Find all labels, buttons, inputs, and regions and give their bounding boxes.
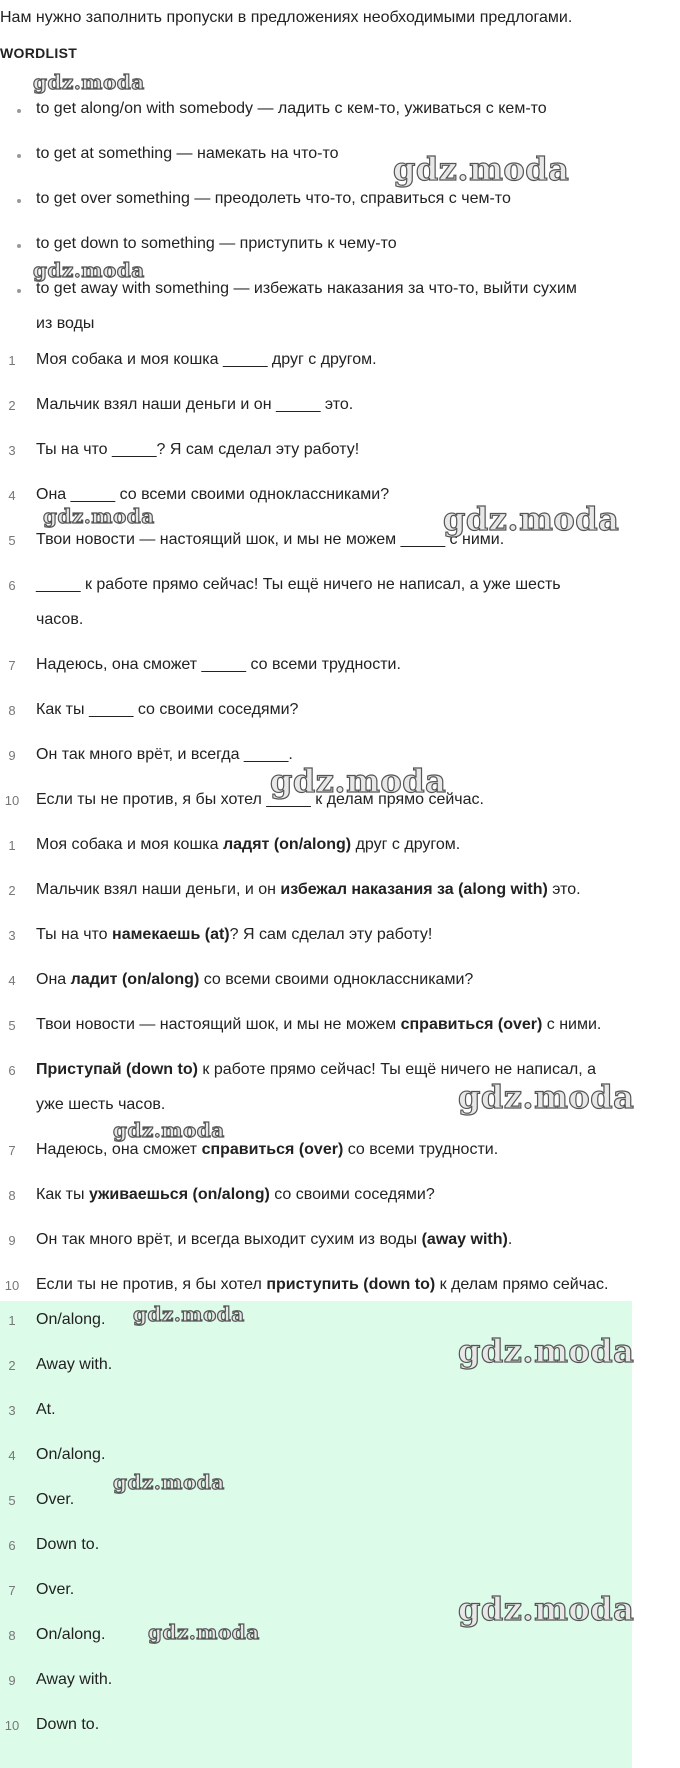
watermark-logo: gdz.moda xyxy=(458,1590,635,1628)
item-number: 7 xyxy=(8,1143,16,1158)
answer-full-text xyxy=(36,1015,601,1035)
item-number: 7 xyxy=(8,658,16,673)
item-number: 10 xyxy=(4,793,20,808)
item-number: 8 xyxy=(8,703,16,718)
exercise-text: Он так много врёт, и всегда _____. xyxy=(36,746,293,763)
bullet-icon xyxy=(17,109,21,113)
item-number: 1 xyxy=(8,353,16,368)
answer-short-text: At. xyxy=(36,1401,56,1418)
wordlist-title: WORDLIST xyxy=(0,45,78,61)
answer-full-item xyxy=(0,1015,680,1035)
item-number: 7 xyxy=(8,1583,16,1598)
item-number: 10 xyxy=(4,1718,20,1733)
exercise-text: Мальчик взял наши деньги и он _____ это. xyxy=(36,396,354,413)
wordlist-item xyxy=(0,99,680,119)
item-number: 3 xyxy=(8,443,16,458)
answer-text-bold: (away with) xyxy=(421,1231,508,1248)
answer-full-item xyxy=(0,1230,680,1250)
answer-short-item xyxy=(0,1625,632,1645)
answer-short-text: Down to. xyxy=(36,1536,100,1553)
exercise-text: Она _____ со всеми своими одноклассниками? xyxy=(36,486,390,503)
answer-text-plain: это. xyxy=(547,881,581,898)
watermark-logo: gdz.moda xyxy=(393,150,570,188)
answer-text-plain: со всеми своими одноклассниками? xyxy=(199,971,474,988)
exercise-text: Как ты _____ со своими соседями? xyxy=(36,701,299,718)
exercise-item xyxy=(0,655,680,675)
answer-full-text xyxy=(36,835,460,855)
watermark-logo: gdz.moda xyxy=(458,1332,635,1370)
item-number: 9 xyxy=(8,1673,16,1688)
answer-short-item xyxy=(0,1535,632,1555)
answer-full-text xyxy=(36,970,473,990)
intro-text: Нам нужно заполнить пропуски в предложениях необходимыми предлогами. xyxy=(0,9,573,26)
answer-full-text xyxy=(36,1230,512,1250)
exercise-item xyxy=(0,440,680,460)
answer-full-item xyxy=(0,970,680,990)
item-number: 1 xyxy=(8,1313,16,1328)
watermark-logo: gdz.moda xyxy=(33,70,145,94)
answer-short-text: Over. xyxy=(36,1581,75,1598)
exercise-text: Твои новости — настоящий шок, и мы не можем _____ с ними. xyxy=(36,531,505,548)
item-number: 6 xyxy=(8,578,16,593)
exercise-text: Моя собака и моя кошка _____ друг с другом. xyxy=(36,351,377,368)
exercise-item xyxy=(0,790,680,810)
item-number: 2 xyxy=(8,1358,16,1373)
answer-text-plain: к делам прямо сейчас. xyxy=(435,1276,609,1293)
answer-full-item xyxy=(0,1185,680,1205)
bullet-icon xyxy=(17,289,21,293)
wordlist-text: to get over something — преодолеть что-то, справиться с чем-то xyxy=(36,190,511,207)
answer-text-bold: намекаешь (at) xyxy=(112,926,230,943)
answer-full-text xyxy=(36,1275,608,1295)
answer-text-plain: с ними. xyxy=(542,1016,602,1033)
answer-text-plain: Моя собака и моя кошка xyxy=(36,836,223,853)
watermark-logo: gdz.moda xyxy=(270,762,447,800)
item-number: 3 xyxy=(8,1403,16,1418)
item-number: 4 xyxy=(8,1448,16,1463)
exercise-item xyxy=(0,745,680,765)
exercise-item xyxy=(0,700,680,720)
answer-short-item xyxy=(0,1580,632,1600)
item-number: 4 xyxy=(8,973,16,988)
watermark-logo: gdz.moda xyxy=(458,1078,635,1116)
answer-short-text: On/along. xyxy=(36,1311,106,1328)
watermark-logo: gdz.moda xyxy=(148,1620,260,1644)
answer-text-plain: Твои новости — настоящий шок, и мы не можем xyxy=(36,1016,401,1033)
answer-text-bold: Приступай (down to) xyxy=(36,1061,198,1078)
answer-short-item xyxy=(0,1670,632,1690)
bullet-icon xyxy=(17,199,21,203)
answer-text-bold: уживаешься (on/along) xyxy=(88,1186,270,1203)
answer-full-item xyxy=(0,1140,680,1160)
answer-text-plain: Она xyxy=(36,971,71,988)
exercise-text: _____ к работе прямо сейчас! Ты ещё ничего не написал, а уже шесть xyxy=(36,576,561,593)
answer-short-text: Over. xyxy=(36,1491,75,1508)
answer-short-text: On/along. xyxy=(36,1626,106,1643)
watermark-logo: gdz.moda xyxy=(43,504,155,528)
item-number: 4 xyxy=(8,488,16,503)
exercise-text: Ты на что _____? Я сам сделал эту работу! xyxy=(36,441,360,458)
answer-short-text: Away with. xyxy=(36,1671,113,1688)
item-number: 9 xyxy=(8,748,16,763)
item-number: 5 xyxy=(8,533,16,548)
wordlist-text: to get away with something — избежать наказания за что-то, выйти сухим xyxy=(36,280,577,297)
answer-text-plain: уже шесть часов. xyxy=(36,1096,166,1113)
answer-text-bold: справиться (over) xyxy=(400,1016,543,1033)
answer-short-text: Down to. xyxy=(36,1716,100,1733)
wordlist-item xyxy=(0,234,680,254)
answer-text-plain: Ты на что xyxy=(36,926,113,943)
answer-full-text xyxy=(36,880,581,900)
exercise-text: Надеюсь, она сможет _____ со всеми трудности. xyxy=(36,656,401,673)
exercise-item xyxy=(0,485,680,505)
wordlist-text: из воды xyxy=(36,315,95,332)
answer-short-item xyxy=(0,1400,632,1420)
answer-short-text: On/along. xyxy=(36,1446,106,1463)
watermark-logo: gdz.moda xyxy=(113,1470,225,1494)
answer-text-plain: друг с другом. xyxy=(351,836,461,853)
answer-full-text xyxy=(36,1060,596,1080)
answer-full-text xyxy=(36,1140,498,1160)
answer-text-plain: со своими соседями? xyxy=(269,1186,435,1203)
item-number: 1 xyxy=(8,838,16,853)
answer-text-bold: приступить (down to) xyxy=(266,1276,436,1293)
answer-short-item xyxy=(0,1445,632,1465)
answer-full-item xyxy=(0,1095,680,1115)
answer-full-text xyxy=(36,1185,435,1205)
watermark-logo: gdz.moda xyxy=(113,1118,225,1142)
exercise-item xyxy=(0,575,680,595)
answer-text-plain: Мальчик взял наши деньги, и он xyxy=(36,881,281,898)
wordlist-item xyxy=(0,279,680,299)
exercise-text: часов. xyxy=(36,611,84,628)
wordlist-text: to get along/on with somebody — ладить с кем-то, уживаться с кем-то xyxy=(36,100,547,117)
answer-text-bold: ладят (on/along) xyxy=(222,836,352,853)
answer-full-item xyxy=(0,925,680,945)
answer-text-plain: со всеми трудности. xyxy=(343,1141,499,1158)
answer-short-text: Away with. xyxy=(36,1356,113,1373)
bullet-icon xyxy=(17,154,21,158)
wordlist-item xyxy=(0,314,680,334)
watermark-logo: gdz.moda xyxy=(33,258,145,282)
item-number: 9 xyxy=(8,1233,16,1248)
exercise-item xyxy=(0,610,680,630)
watermark-logo: gdz.moda xyxy=(443,500,620,538)
item-number: 5 xyxy=(8,1493,16,1508)
exercise-item xyxy=(0,530,680,550)
answer-full-item xyxy=(0,835,680,855)
answer-short-item xyxy=(0,1490,632,1510)
item-number: 8 xyxy=(8,1628,16,1643)
wordlist-text: to get at something — намекать на что-то xyxy=(36,145,339,162)
item-number: 2 xyxy=(8,398,16,413)
wordlist-text: to get down to something — приступить к чему-то xyxy=(36,235,397,252)
answer-full-item xyxy=(0,1275,680,1295)
answer-short-item xyxy=(0,1310,632,1330)
answer-text-plain: . xyxy=(507,1231,513,1248)
answer-short-item xyxy=(0,1715,632,1735)
item-number: 6 xyxy=(8,1063,16,1078)
wordlist-item xyxy=(0,189,680,209)
answer-full-text xyxy=(36,925,432,945)
item-number: 2 xyxy=(8,883,16,898)
wordlist-item xyxy=(0,144,680,164)
item-number: 6 xyxy=(8,1538,16,1553)
bullet-icon xyxy=(17,244,21,248)
exercise-item xyxy=(0,395,680,415)
item-number: 5 xyxy=(8,1018,16,1033)
exercise-text: Если ты не против, я бы хотел _____ к делам прямо сейчас. xyxy=(36,791,484,808)
watermark-logo: gdz.moda xyxy=(133,1302,245,1326)
answer-text-bold: избежал наказания за (along with) xyxy=(280,881,548,898)
answer-text-plain: Как ты xyxy=(36,1186,89,1203)
answer-text-bold: ладит (on/along) xyxy=(70,971,200,988)
answer-text-plain: Надеюсь, она сможет xyxy=(36,1141,202,1158)
item-number: 8 xyxy=(8,1188,16,1203)
answer-text-plain: Если ты не против, я бы хотел xyxy=(36,1276,267,1293)
item-number: 3 xyxy=(8,928,16,943)
answer-short-item xyxy=(0,1355,632,1375)
answer-full-item xyxy=(0,1060,680,1080)
answer-text-plain: к работе прямо сейчас! Ты ещё ничего не написал, а xyxy=(197,1061,596,1078)
answer-full-text xyxy=(36,1095,165,1115)
answer-text-bold: справиться (over) xyxy=(201,1141,344,1158)
answer-full-item xyxy=(0,880,680,900)
item-number: 10 xyxy=(4,1278,20,1293)
exercise-item xyxy=(0,350,680,370)
answer-text-plain: Он так много врёт, и всегда выходит сухим из воды xyxy=(36,1231,422,1248)
answer-text-plain: ? Я сам сделал эту работу! xyxy=(229,926,433,943)
